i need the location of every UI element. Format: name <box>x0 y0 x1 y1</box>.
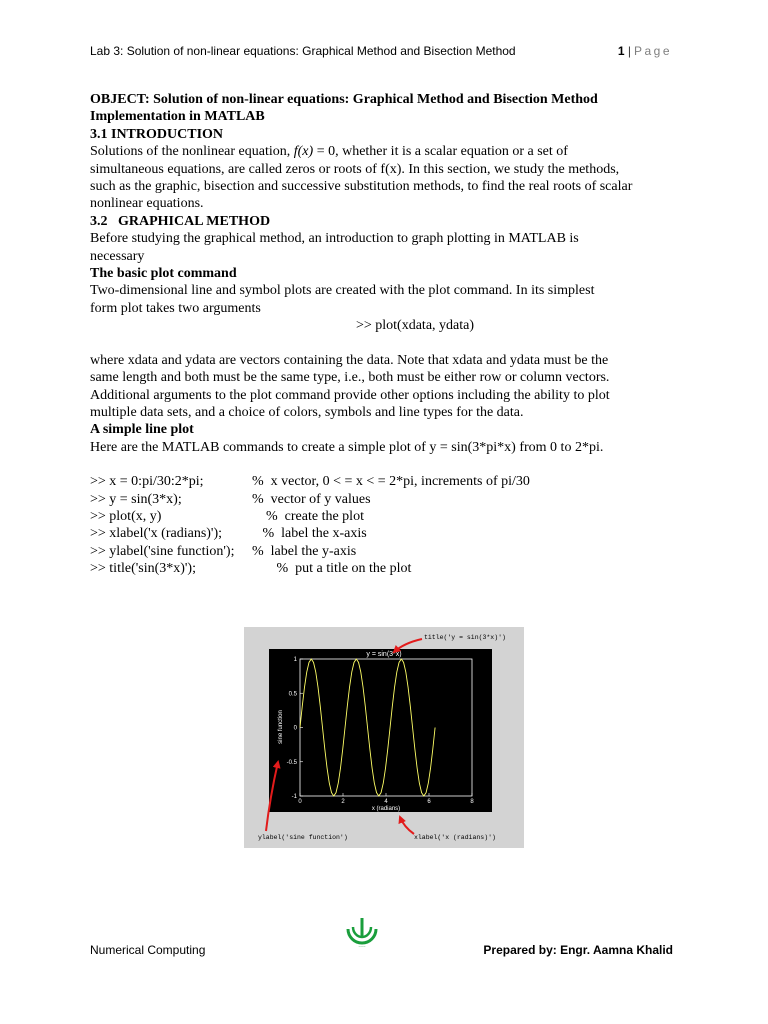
code-line <box>90 491 680 508</box>
x-tick-label: 4 <box>384 799 388 805</box>
footer-author: Prepared by: Engr. Aamna Khalid <box>483 943 673 957</box>
plot-p2-line-1: where xdata and ydata are vectors containing the data. Note that xdata and ydata must be the <box>90 352 609 368</box>
code-command: >> y = sin(3*x); <box>90 491 182 507</box>
intro-line-2: simultaneous equations, are called zeros or roots of f(x). In this section, we study the methods, <box>90 161 620 177</box>
y-tick-label: 0 <box>293 725 297 732</box>
plot-p1-line-2: form plot takes two arguments <box>90 300 261 316</box>
page-footer <box>90 943 673 959</box>
graphical-line-2: necessary <box>90 248 145 264</box>
chart-title: y = sin(3*x) <box>366 651 402 658</box>
code-line <box>90 473 680 490</box>
code-command: >> ylabel('sine function'); <box>90 543 235 559</box>
y-tick-label: -0.5 <box>286 759 297 766</box>
plot-paragraph-3: Here are the MATLAB commands to create a simple plot of y = sin(3*pi*x) from 0 to 2*pi. <box>90 439 604 455</box>
code-comment: % x vector, 0 < = x < = 2*pi, increments of pi/30 <box>252 474 530 490</box>
plot-p1-line-1: Two-dimensional line and symbol plots are created with the plot command. In its simplest <box>90 283 595 299</box>
y-tick-label: -1 <box>291 794 297 800</box>
intro-fx: f(x) <box>293 144 314 160</box>
title-annotation: title('y = sin(3*x)') <box>424 634 506 641</box>
plot-p2-line-2: same length and both must be the same type, i.e., both must be either row or column vectors. <box>90 370 610 386</box>
code-comment: % label the x-axis <box>252 526 367 542</box>
intro-line-1a: Solutions of the nonlinear equation, <box>90 144 294 160</box>
object-line-2: Implementation in MATLAB <box>90 109 265 125</box>
code-comment: % vector of y values <box>252 491 371 507</box>
logo-stem <box>361 918 364 938</box>
graphical-line-1: Before studying the graphical method, an introduction to graph plotting in MATLAB is <box>90 231 579 247</box>
y-tick-label: 1 <box>293 657 297 663</box>
x-tick-label: 6 <box>427 799 431 805</box>
code-line <box>90 525 680 542</box>
header-title: Lab 3: Solution of non-linear equations: Graphical Method and Bisection Method <box>90 44 516 58</box>
intro-line-4: nonlinear equations. <box>90 196 204 212</box>
footer-course: Numerical Computing <box>90 943 206 957</box>
code-command: >> xlabel('x (radians)'); <box>90 526 223 542</box>
x-axis-label: x (radians) <box>371 806 401 812</box>
document-body <box>90 91 680 578</box>
ylabel-annotation: ylabel('sine function') <box>258 834 348 841</box>
code-comment: % label the y-axis <box>252 543 357 559</box>
code-line <box>90 560 680 577</box>
code-command: >> title('sin(3*x)'); <box>90 561 196 577</box>
page-word: Page <box>633 44 672 58</box>
intro-paragraph <box>90 143 680 213</box>
x-tick-label: 2 <box>341 799 345 805</box>
y-tick-label: 0.5 <box>288 691 297 698</box>
object-line-1: OBJECT: Solution of non-linear equations: Graphical Method and Bisection Method <box>90 92 598 107</box>
simple-plot-heading: A simple line plot <box>90 422 194 438</box>
logo-text: ~~~~ <box>358 944 366 948</box>
xlabel-annotation: xlabel('x (radians)') <box>414 834 496 841</box>
y-axis-label: sine function <box>278 710 284 744</box>
plot-p2-line-4: multiple data sets, and a choice of colors, symbols and line types for the data. <box>90 404 524 420</box>
plot-paragraph-2 <box>90 352 680 422</box>
code-line <box>90 543 680 560</box>
plot-p2-line-3: Additional arguments to the plot command provide other options including the ability to plot <box>90 387 610 403</box>
x-tick-label: 8 <box>470 799 474 805</box>
object-heading <box>90 91 680 126</box>
intro-heading: 3.1 INTRODUCTION <box>90 126 224 142</box>
x-tick-label: 0 <box>298 799 302 805</box>
page-header <box>90 44 672 64</box>
basic-plot-heading: The basic plot command <box>90 266 237 282</box>
graphical-intro <box>90 230 680 265</box>
matlab-plot-figure <box>244 627 524 848</box>
plot-command: >> plot(xdata, ydata) <box>355 318 475 334</box>
code-command: >> plot(x, y) <box>90 508 162 524</box>
page-separator: | <box>627 44 631 58</box>
plot-paragraph-1 <box>90 282 680 317</box>
graphical-heading: 3.2 GRAPHICAL METHOD <box>90 213 271 229</box>
figure-window <box>269 649 492 812</box>
page-number <box>618 44 672 58</box>
code-line <box>90 508 680 525</box>
page-num: 1 <box>617 44 625 58</box>
sine-chart <box>244 627 524 848</box>
intro-line-1b: = 0, whether it is a scalar equation or a set of <box>313 144 568 160</box>
code-comment: % put a title on the plot <box>252 561 412 577</box>
code-comment: % create the plot <box>252 508 364 524</box>
code-block <box>90 473 680 577</box>
code-command: >> x = 0:pi/30:2*pi; <box>90 474 204 490</box>
intro-line-3: such as the graphic, bisection and successive substitution methods, to find the real roots of scalar <box>90 179 633 195</box>
